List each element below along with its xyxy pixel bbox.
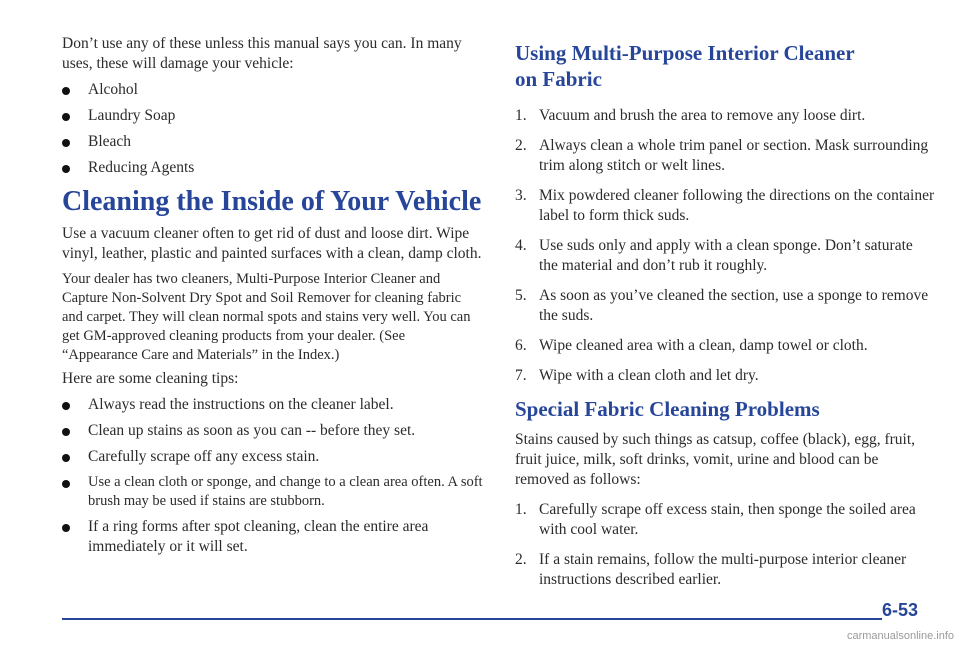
page-number: 6-53 (882, 600, 919, 620)
list-item: Alcohol (62, 80, 484, 100)
intro-text: Don’t use any of these unless this manual says you can. In many uses, these will damage your vehicle: (62, 35, 462, 72)
list-item: Always read the instructions on the cleaner label. (62, 395, 484, 415)
bullet-icon (62, 139, 70, 147)
bullet-icon (62, 524, 70, 532)
list-item: 1. Carefully scrape off excess stain, then sponge the soiled area with cool water. (515, 501, 916, 538)
bullet-icon (62, 113, 70, 121)
right-column (515, 0, 935, 590)
list-item: 5. As soon as you’ve cleaned the section, use a sponge to remove the suds. (515, 287, 929, 324)
bullet-icon (62, 480, 70, 488)
list-item: If a ring forms after spot cleaning, clean the entire area immediately or it will set. (62, 517, 484, 557)
footer-rule (62, 618, 882, 620)
list-item: 2. Always clean a whole trim panel or section. Mask surrounding trim along stitch or welt lines. (515, 137, 929, 174)
list-item: Use a clean cloth or sponge, and change to a clean area often. A soft brush may be used if stains are stubborn. (62, 473, 484, 511)
avoid-list (62, 80, 484, 178)
steps-list (515, 500, 935, 590)
body-paragraph: Use a vacuum cleaner often to get rid of dust and loose dirt. Wipe vinyl, leather, plastic and painted surfaces with a clean, damp cloth. (62, 225, 482, 262)
list-item: 4. Use suds only and apply with a clean sponge. Don’t saturate the material and don’t rub it roughly. (515, 237, 913, 274)
list-item: 6. Wipe cleaned area with a clean, damp towel or cloth. (515, 337, 868, 354)
bullet-icon (62, 165, 70, 173)
list-item: Carefully scrape off any excess stain. (62, 447, 484, 467)
watermark: carmanualsonline.info (846, 630, 954, 642)
left-column (62, 0, 484, 557)
body-paragraph: Your dealer has two cleaners, Multi-Purpose Interior Cleaner and Capture Non-Solvent Dry Spot and Soil Remover for cleaning fabric and carpet. They will clean normal spots and stains very well. You can get GM-approved cleaning products from your dealer. (See “Appearance Care and Materials” in the Index.) (62, 271, 471, 363)
tips-intro: Here are some cleaning tips: (62, 370, 239, 387)
list-item: Clean up stains as soon as you can -- before they set. (62, 421, 484, 441)
list-item: Bleach (62, 132, 484, 152)
body-paragraph: Stains caused by such things as catsup, coffee (black), egg, fruit, fruit juice, milk, soft drinks, vomit, urine and blood can be removed as follows: (515, 431, 916, 488)
section-heading: Using Multi-Purpose Interior Cleaner on Fabric (515, 41, 855, 91)
list-item: 1. Vacuum and brush the area to remove any loose dirt. (515, 107, 866, 124)
list-item: 3. Mix powdered cleaner following the directions on the container label to form thick suds. (515, 187, 935, 224)
tips-list (62, 395, 484, 557)
list-item: 7. Wipe with a clean cloth and let dry. (515, 367, 759, 384)
bullet-icon (62, 428, 70, 436)
section-heading: Special Fabric Cleaning Problems (515, 397, 820, 421)
bullet-icon (62, 87, 70, 95)
list-item: 2. If a stain remains, follow the multi-purpose interior cleaner instructions described earlier. (515, 551, 907, 588)
steps-list (515, 106, 935, 386)
section-heading: Cleaning the Inside of Your Vehicle (62, 186, 482, 217)
bullet-icon (62, 402, 70, 410)
list-item: Laundry Soap (62, 106, 484, 126)
list-item: Reducing Agents (62, 158, 484, 178)
bullet-icon (62, 454, 70, 462)
